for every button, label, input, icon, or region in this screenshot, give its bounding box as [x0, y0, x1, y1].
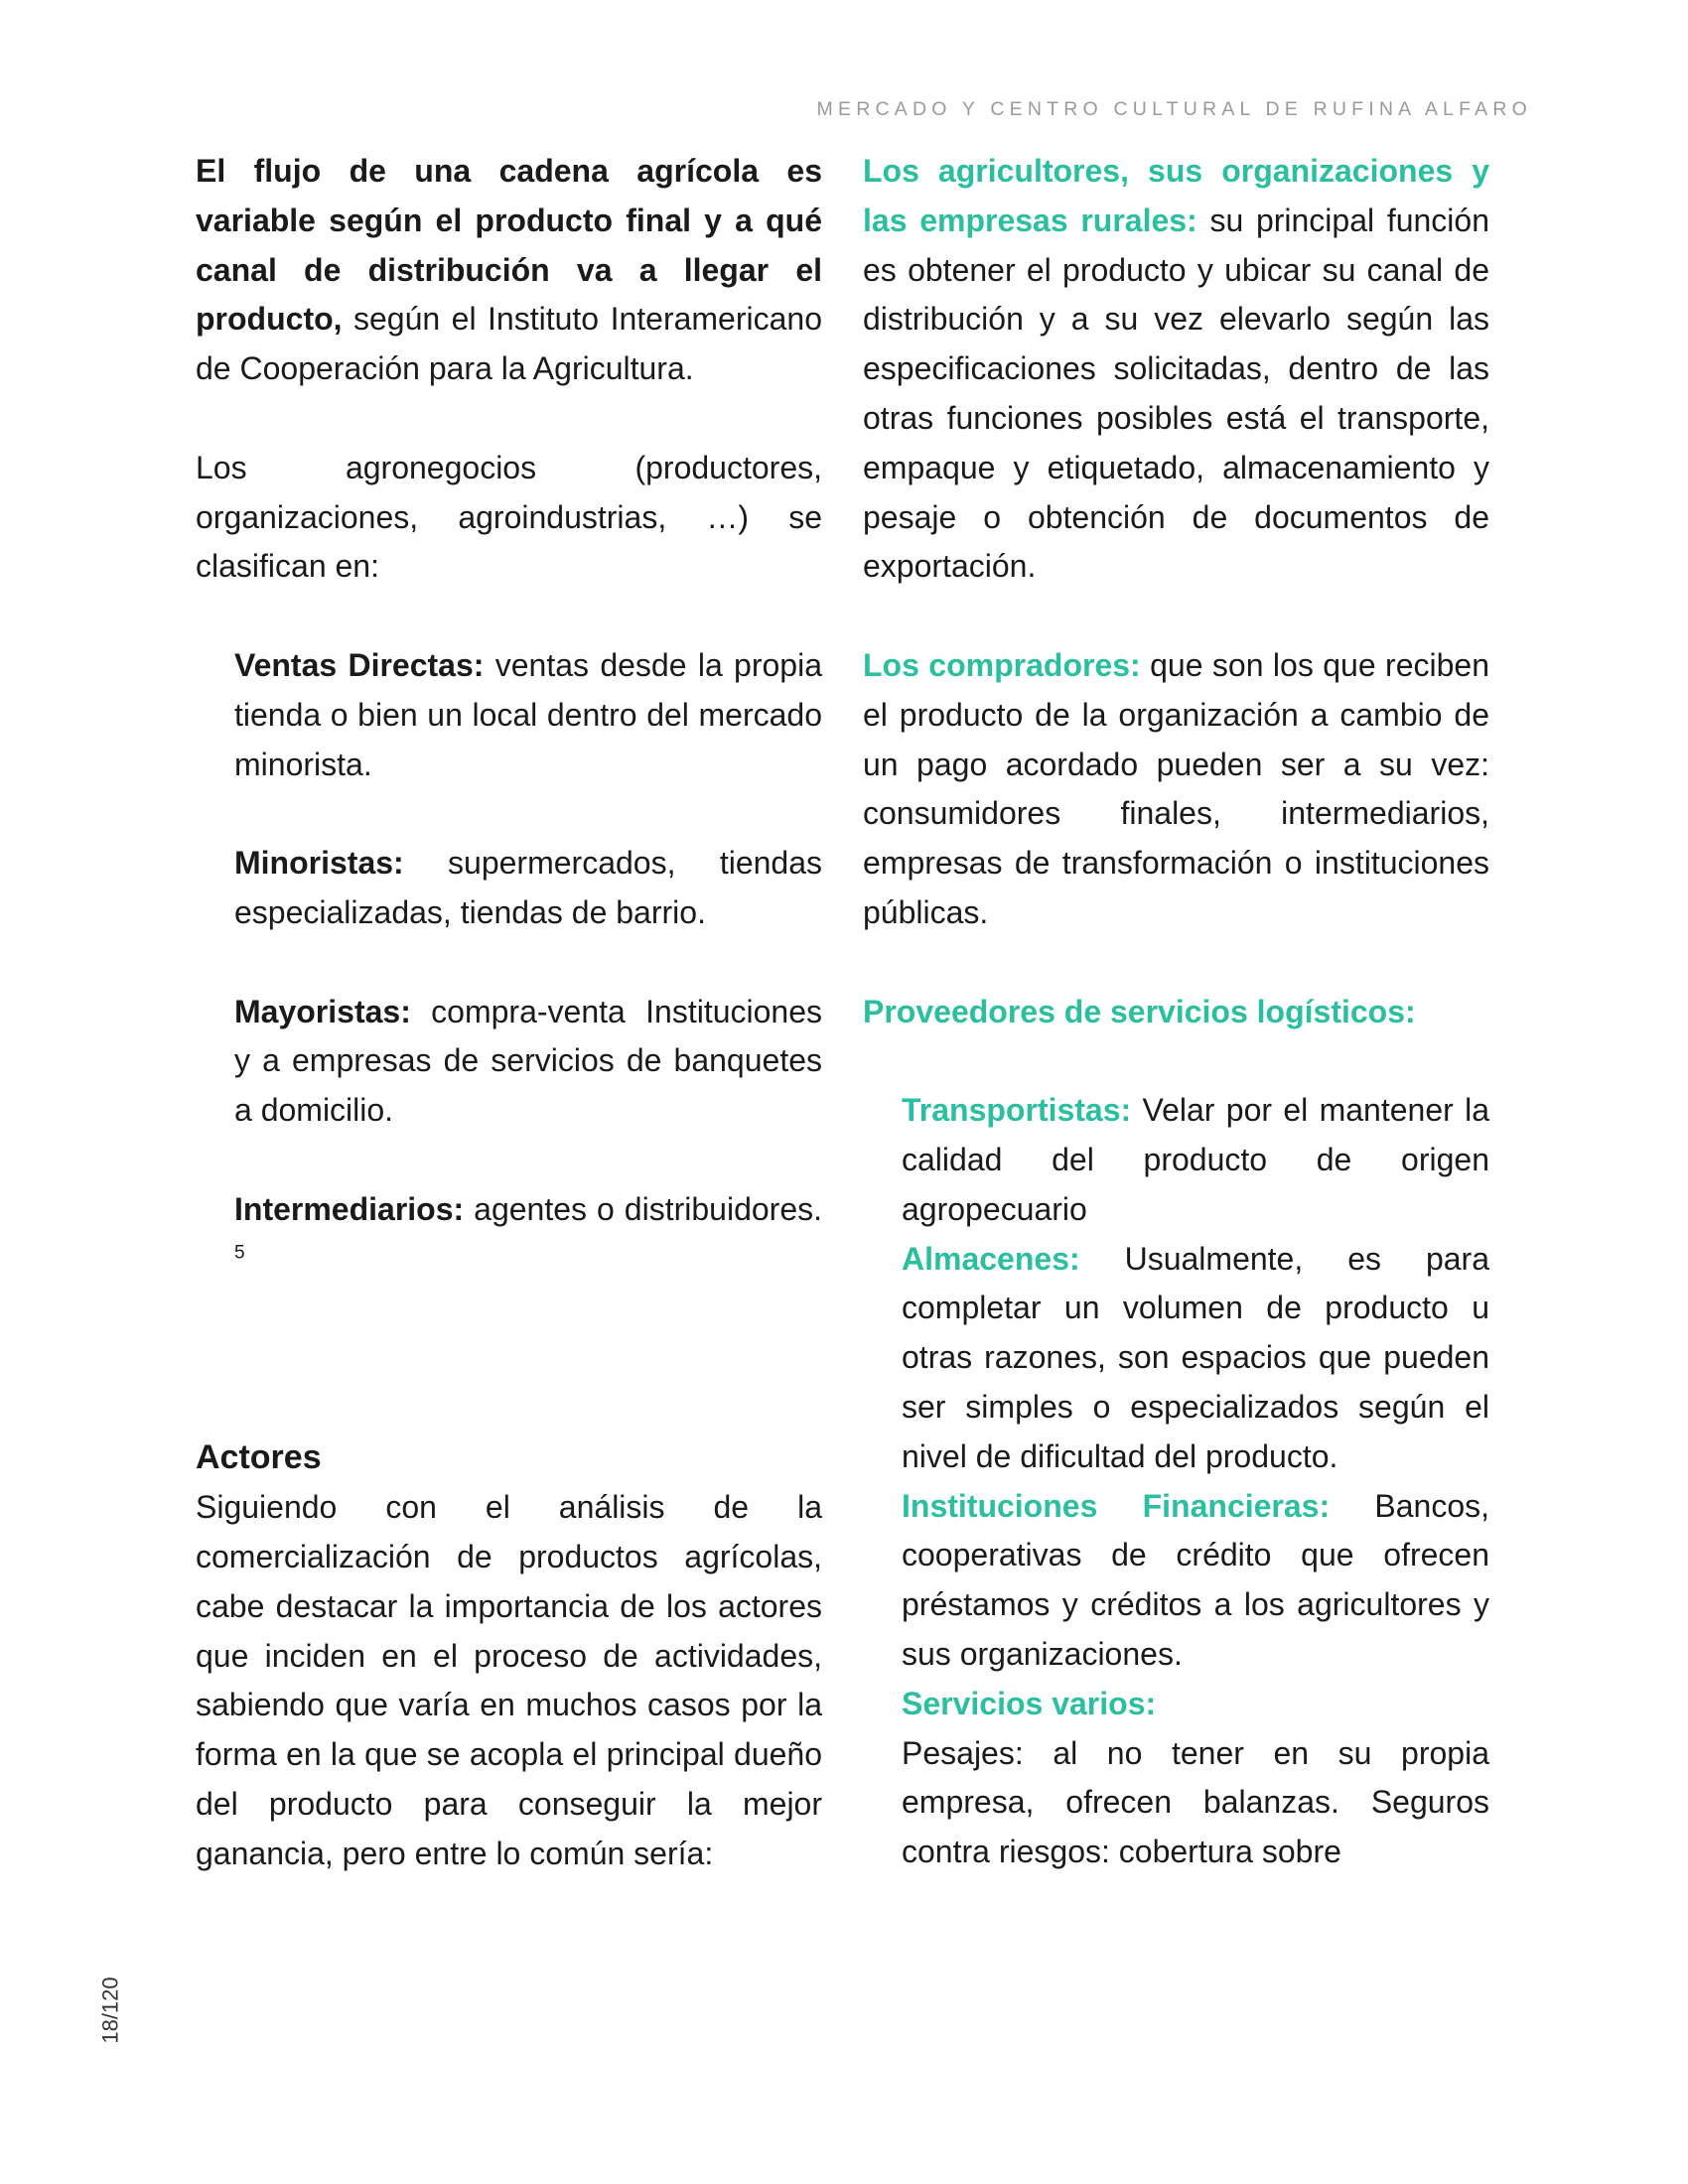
logistics-heading: Proveedores de servicios logísticos: [863, 993, 1416, 1029]
right-column [863, 147, 1489, 1877]
running-header: MERCADO Y CENTRO CULTURAL DE RUFINA ALFARO [816, 98, 1532, 120]
intro-paragraph [196, 147, 822, 394]
buyers-paragraph [863, 641, 1489, 938]
intro-rest: según el Instituto Interamericano de Cooperación para la Agricultura. [196, 301, 822, 387]
actors-paragraph: Siguiendo con el análisis de la comercialización de productos agrícolas, cabe destacar la importancia de los actores que inciden en el proceso de actividades, sabiendo que varía en muchos casos por la forma en la que se acopla el principal dueño del producto para conseguir la mejor ganancia, pero entre lo común sería: [196, 1489, 822, 1871]
text-direct-sales: ventas desde la propia tienda o bien un local dentro del mercado minorista. [234, 646, 823, 782]
list-item-wholesalers [196, 988, 822, 1136]
farmers-term: Los agricultores, sus organizaciones y las empresas rurales: [863, 153, 1489, 238]
service-transport [863, 1086, 1489, 1234]
term-transport: Transportistas: [902, 1092, 1132, 1129]
text-finance: Bancos, cooperativas de crédito que ofrecen préstamos y créditos a los agricultores y sus organizaciones. [902, 1487, 1489, 1672]
text-storage: Usualmente, es para completar un volumen de producto u otras razones, son espacios que pueden ser simples o especializados según el nivel de dificultad del producto. [902, 1240, 1489, 1474]
term-direct-sales: Ventas Directas: [234, 646, 485, 683]
service-finance [863, 1482, 1489, 1680]
text-transport: Velar por el mantener la calidad del producto de origen agropecuario [902, 1092, 1489, 1227]
classify-paragraph: Los agronegocios (productores, organizaciones, agroindustrias, …) se clasifican en: [196, 449, 822, 585]
footnote-ref: 5 [234, 1241, 245, 1263]
term-intermediaries: Intermediarios: [234, 1190, 465, 1227]
actors-heading: Actores [196, 1438, 322, 1477]
term-retailers: Minoristas: [234, 845, 404, 882]
farmers-text: su principal función es obtener el producto y ubicar su canal de distribución y a su vez elevarlo según las especificaciones solicitadas, dentro de las otras funciones posibles está el transporte, empaque y etiquetado, almacenamiento y pesaje o obtención de documentos de exportación. [863, 202, 1490, 585]
misc-services-text: Pesajes: al no tener en su propia empresa, ofrecen balanzas. Seguros contra riesgos: cobertura sobre [902, 1734, 1489, 1870]
buyers-term: Los compradores: [863, 646, 1141, 683]
term-wholesalers: Mayoristas: [234, 993, 411, 1029]
farmers-paragraph [863, 147, 1489, 592]
text-retailers: supermercados, tiendas especializadas, tiendas de barrio. [234, 845, 822, 930]
buyers-text: que son los que reciben el producto de la organización a cambio de un pago acordado pueden ser a su vez: consumidores finales, intermediarios, empresas de transformación o instituciones públicas. [863, 646, 1490, 930]
left-column [196, 147, 822, 1879]
text-wholesalers: compra-venta Instituciones y a empresas de servicios de banquetes a domicilio. [234, 993, 822, 1129]
text-intermediaries: agentes o distribuidores. [464, 1190, 822, 1227]
list-item-direct-sales [196, 641, 822, 789]
page-number: 18/120 [97, 1977, 123, 2044]
intro-bold: El flujo de una cadena agrícola es variable según el producto final y a qué canal de distribución va a llegar el producto, [196, 153, 822, 338]
list-item-intermediaries [196, 1185, 822, 1285]
service-storage [863, 1235, 1489, 1482]
term-storage: Almacenes: [902, 1240, 1080, 1277]
misc-services-heading: Servicios varios: [902, 1685, 1157, 1721]
term-finance: Instituciones Financieras: [902, 1487, 1331, 1524]
list-item-retailers [196, 839, 822, 938]
